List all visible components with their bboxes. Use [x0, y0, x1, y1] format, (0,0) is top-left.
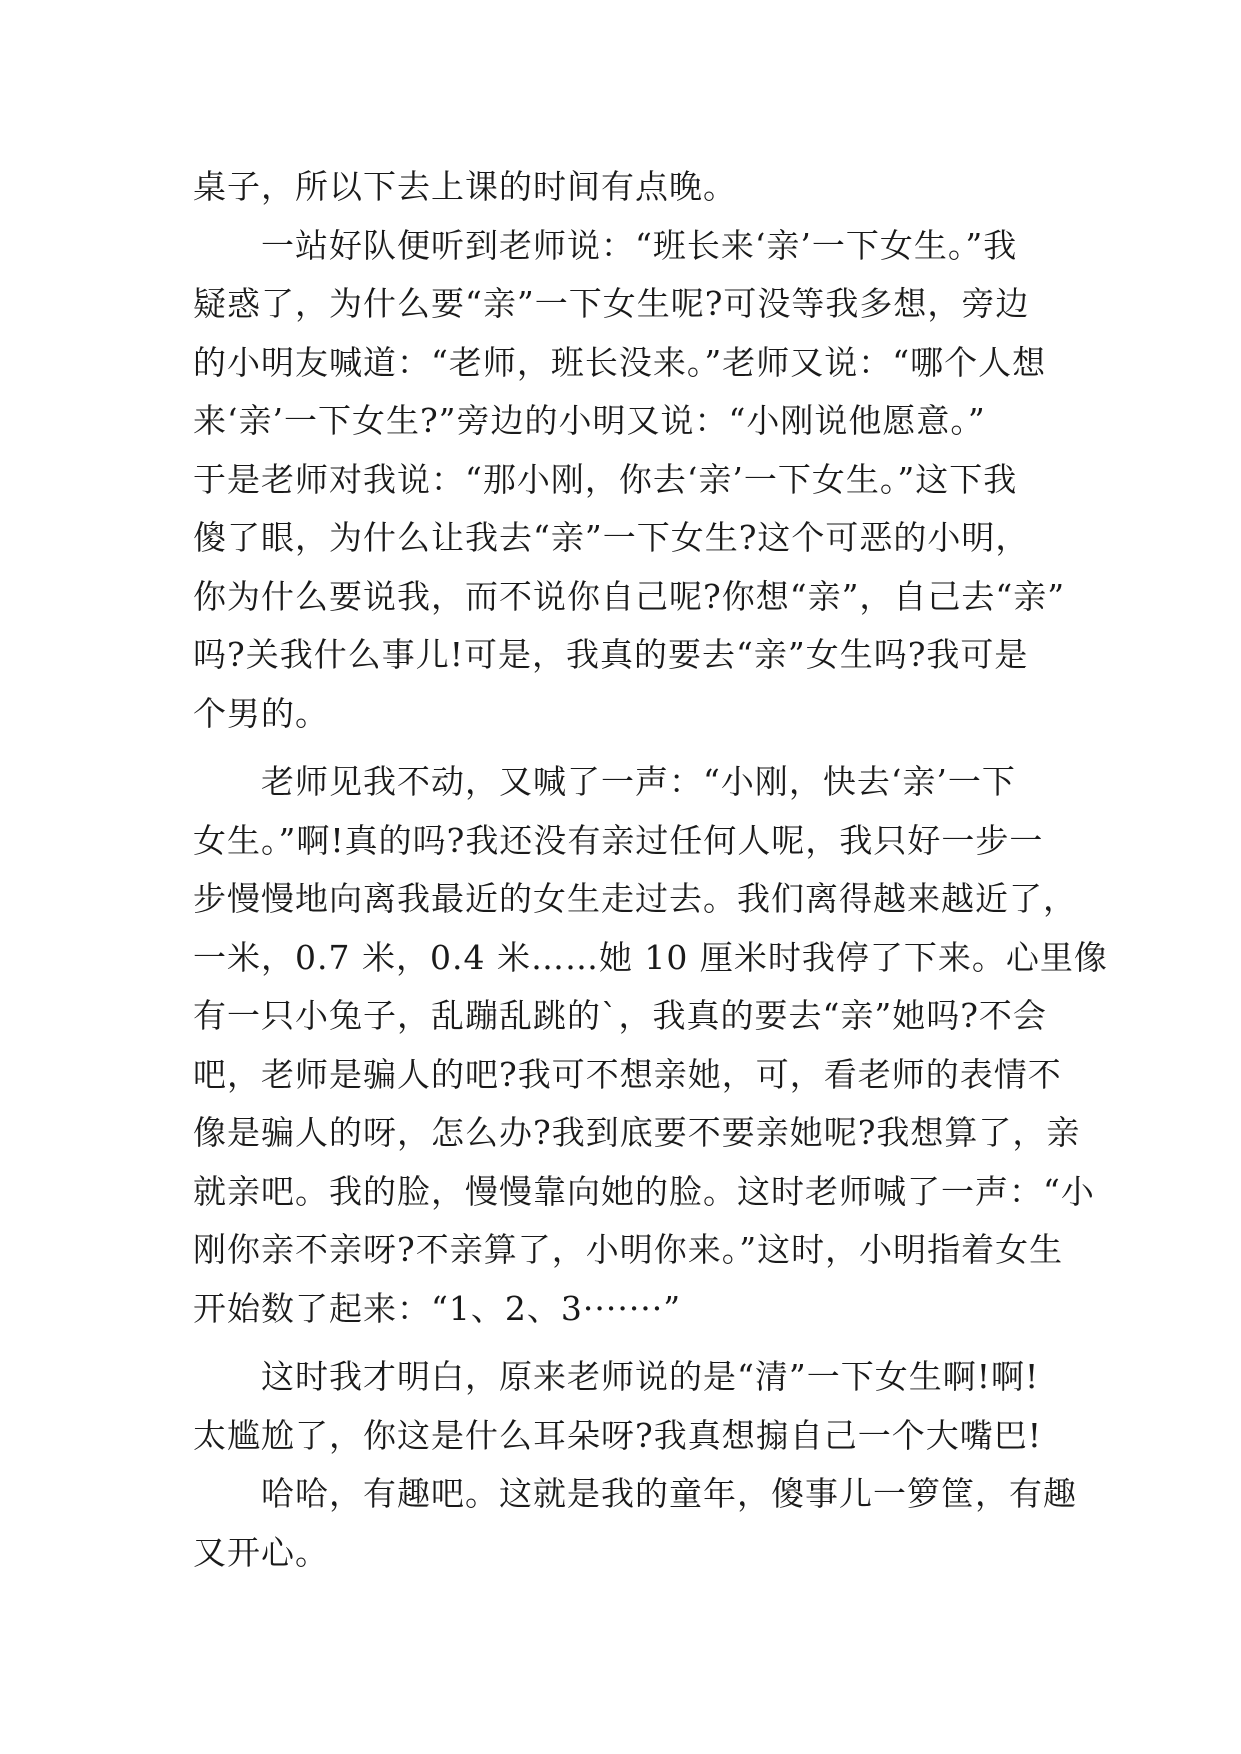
text-line: 来‘亲’一下女生?”旁边的小明又说：“小刚说他愿意。”: [193, 401, 986, 440]
text-line: 太尴尬了，你这是什么耳朵呀?我真想搧自己一个大嘴巴!: [193, 1415, 1042, 1455]
text-line: 又开心。: [193, 1532, 329, 1572]
text-line: 这时我才明白，原来老师说的是“清”一下女生啊!啊!: [193, 1357, 1040, 1396]
text-line: 桌子，所以下去上课的时间有点晚。: [193, 167, 737, 206]
text-line: 于是老师对我说：“那小刚，你去‘亲’一下女生。”这下我: [193, 459, 1018, 499]
text-line: 你为什么要说我，而不说你自己呢?你想“亲”，自己去“亲”: [193, 576, 1066, 616]
text-line: 个男的。: [193, 693, 329, 733]
text-line: 一米，0.7 米，0.4 米……她 10 厘米时我停了下来。心里像: [193, 937, 1108, 977]
text-line: 像是骗人的呀，怎么办?我到底要不要亲她呢?我想算了，亲: [193, 1113, 1081, 1152]
text-line: 刚你亲不亲呀?不亲算了，小明你来。”这时，小明指着女生: [193, 1230, 1064, 1269]
text-line: 吗?关我什么事儿!可是，我真的要去“亲”女生吗?我可是: [193, 635, 1029, 674]
text-line: 哈哈，有趣吧。这就是我的童年，傻事儿一箩筐，有趣: [193, 1474, 1077, 1513]
text-line: 吧，老师是骗人的吧?我可不想亲她，可，看老师的表情不: [193, 1054, 1062, 1094]
text-line: 的小明友喊道：“老师，班长没来。”老师又说：“哪个人想: [193, 342, 1047, 382]
text-line: 一站好队便听到老师说：“班长来‘亲’一下女生。”我: [193, 225, 1018, 265]
text-line: 疑惑了，为什么要“亲”一下女生呢?可没等我多想，旁边: [193, 284, 1030, 323]
paragraph-gap: [193, 1338, 1063, 1348]
text-line: 傻了眼，为什么让我去“亲”一下女生?这个可恶的小明，: [193, 518, 1030, 557]
text-line: 女生。”啊!真的吗?我还没有亲过任何人呢，我只好一步一: [193, 820, 1044, 860]
text-line: 就亲吧。我的脸，慢慢靠向她的脸。这时老师喊了一声：“小: [193, 1171, 1095, 1211]
text-line: 老师见我不动，又喊了一声：“小刚，快去‘亲’一下: [193, 762, 1016, 801]
story-text: [193, 158, 1108, 1582]
text-line: 开始数了起来：“1、2、3·······”: [193, 1288, 682, 1328]
text-line: 有一只小兔子，乱蹦乱跳的`，我真的要去“亲”她吗?不会: [193, 996, 1047, 1035]
text-line: 步慢慢地向离我最近的女生走过去。我们离得越来越近了，: [193, 879, 1077, 918]
paragraph-gap: [193, 743, 1063, 753]
